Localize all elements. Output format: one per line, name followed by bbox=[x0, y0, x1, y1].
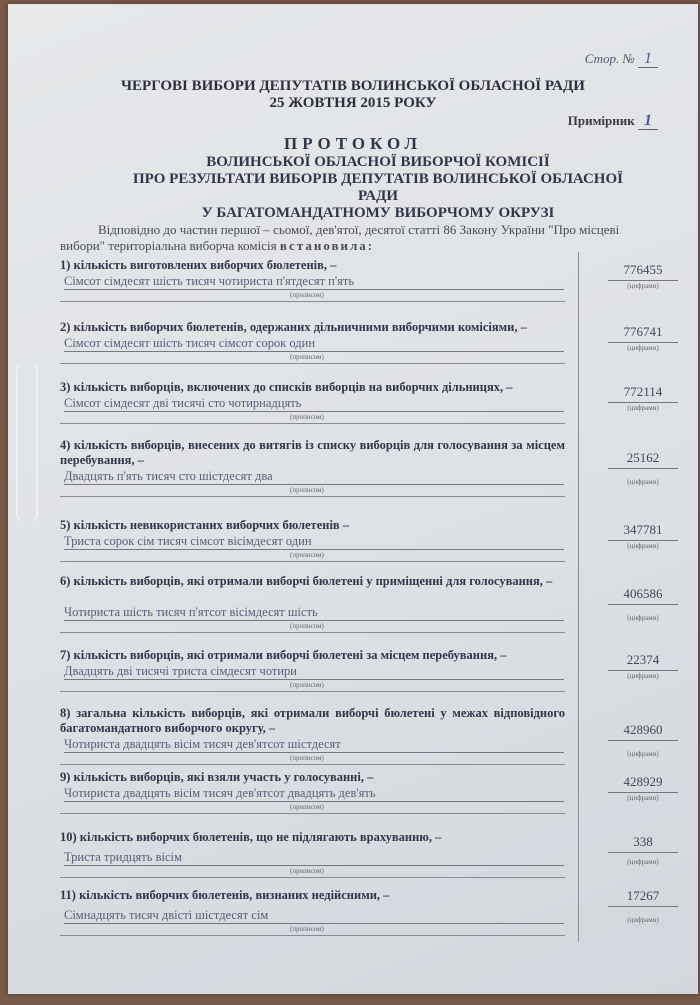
item-question: 1) кількість виготовлених виборчих бюлетенів, – bbox=[60, 258, 337, 272]
protocol-item bbox=[60, 380, 680, 429]
item-value-words: Триста сорок сім тисяч сімсот вісімдесят один bbox=[64, 534, 564, 550]
protocol-item bbox=[60, 830, 680, 883]
item-value-words: Чотириста шість тисяч п'ятсот вісімдесят шість bbox=[64, 605, 564, 621]
digits-caption: (цифрами) bbox=[627, 614, 659, 622]
blank-line bbox=[60, 632, 565, 633]
protocol-item bbox=[60, 770, 680, 819]
blank-line bbox=[60, 877, 565, 878]
digits-caption: (цифрами) bbox=[627, 542, 659, 550]
item-question: 8) загальна кількість виборців, які отримали виборчі бюлетені у межах відповідного багатомандатного виборчого округу, – bbox=[60, 706, 565, 735]
intro-text: Відповідно до частин першої – сьомої, дев'ятої, десятої статті 86 Закону України "Про місцеві вибори" територіальна виборча комісія bbox=[60, 222, 620, 253]
protocol-subtitle-line1: ВОЛИНСЬКОЇ ОБЛАСНОЇ ВИБОРЧОЇ КОМІСІЇ bbox=[206, 154, 550, 170]
digits-caption: (цифрами) bbox=[627, 794, 659, 802]
words-caption: (прописом) bbox=[290, 803, 324, 811]
digits-caption: (цифрами) bbox=[627, 916, 659, 924]
copy-number bbox=[568, 112, 658, 130]
item-value-words: Чотириста двадцять вісім тисяч дев'ятсот двадцять дев'ять bbox=[64, 786, 564, 802]
digits-caption: (цифрами) bbox=[627, 404, 659, 412]
digits-caption: (цифрами) bbox=[627, 750, 659, 758]
item-value-words: Сімсот сімдесят шість тисяч чотириста п'ятдесят п'ять bbox=[64, 274, 564, 290]
words-caption: (прописом) bbox=[290, 622, 324, 630]
words-caption: (прописом) bbox=[290, 754, 324, 762]
item-value-digits: 428929 bbox=[608, 774, 678, 793]
words-caption: (прописом) bbox=[290, 867, 324, 875]
election-title-line1: ЧЕРГОВІ ВИБОРИ ДЕПУТАТІВ ВОЛИНСЬКОЇ ОБЛАСНОЇ РАДИ bbox=[121, 78, 585, 94]
item-question: 9) кількість виборців, які взяли участь у голосуванні, – bbox=[60, 770, 374, 784]
item-value-words: Двадцять дві тисячі триста сімдесят чотири bbox=[64, 664, 564, 680]
digits-caption: (цифрами) bbox=[627, 672, 659, 680]
protocol-subtitle-line2: ПРО РЕЗУЛЬТАТИ ВИБОРІВ ДЕПУТАТІВ ВОЛИНСЬКОЇ ОБЛАСНОЇ РАДИ bbox=[133, 171, 623, 204]
item-question: 11) кількість виборчих бюлетенів, визнаних недійсними, – bbox=[60, 888, 390, 902]
protocol-item bbox=[60, 518, 680, 567]
item-question: 3) кількість виборців, включених до списків виборців на виборчих дільницях, – bbox=[60, 380, 513, 394]
item-question: 5) кількість невикористаних виборчих бюлетенів – bbox=[60, 518, 350, 532]
item-value-digits: 338 bbox=[608, 834, 678, 853]
item-value-digits: 347781 bbox=[608, 522, 678, 541]
protocol-item bbox=[60, 258, 680, 307]
item-value-words: Чотириста двадцять вісім тисяч дев'ятсот шістдесят bbox=[64, 737, 564, 753]
blank-line bbox=[60, 813, 565, 814]
digits-caption: (цифрами) bbox=[627, 478, 659, 486]
digits-caption: (цифрами) bbox=[627, 282, 659, 290]
item-value-digits: 776455 bbox=[608, 262, 678, 281]
page-number bbox=[585, 50, 658, 68]
item-value-words: Сімсот сімдесят дві тисячі сто чотирнадцять bbox=[64, 396, 564, 412]
blank-line bbox=[60, 496, 565, 497]
binding-thread bbox=[16, 362, 38, 522]
blank-line bbox=[60, 691, 565, 692]
words-caption: (прописом) bbox=[290, 681, 324, 689]
item-question: 4) кількість виборців, внесених до витягів із списку виборців для голосування за місцем перебування, – bbox=[60, 438, 565, 467]
item-value-words: Триста тридцять вісім bbox=[64, 850, 564, 866]
election-date: 25 ЖОВТНЯ 2015 РОКУ bbox=[269, 95, 437, 111]
item-value-digits: 776741 bbox=[608, 324, 678, 343]
words-caption: (прописом) bbox=[290, 551, 324, 559]
blank-line bbox=[60, 301, 565, 302]
item-question: 6) кількість виборців, які отримали виборчі бюлетені у приміщенні для голосування, – bbox=[60, 574, 553, 588]
item-value-digits: 17267 bbox=[608, 888, 678, 907]
item-question: 7) кількість виборців, які отримали виборчі бюлетені за місцем перебування, – bbox=[60, 648, 507, 662]
item-value-digits: 428960 bbox=[608, 722, 678, 741]
protocol-item bbox=[60, 888, 680, 941]
item-value-digits: 22374 bbox=[608, 652, 678, 671]
blank-line bbox=[60, 935, 565, 936]
blank-line bbox=[60, 363, 565, 364]
protocol-item bbox=[60, 438, 680, 502]
intro-emphasis: встановила: bbox=[279, 238, 375, 253]
digits-caption: (цифрами) bbox=[627, 858, 659, 866]
page-number-value: 1 bbox=[638, 50, 658, 68]
item-question: 10) кількість виборчих бюлетенів, що не підлягають врахуванню, – bbox=[60, 830, 442, 844]
election-title bbox=[88, 78, 618, 112]
copy-label: Примірник bbox=[567, 113, 635, 128]
blank-line bbox=[60, 423, 565, 424]
protocol-item bbox=[60, 706, 680, 770]
item-value-digits: 25162 bbox=[608, 450, 678, 469]
protocol-item bbox=[60, 320, 680, 369]
page-number-label: Стор. № bbox=[584, 51, 635, 66]
item-question: 2) кількість виборчих бюлетенів, одержаних дільничними виборчими комісіями, – bbox=[60, 320, 527, 334]
words-caption: (прописом) bbox=[290, 353, 324, 361]
digits-caption: (цифрами) bbox=[627, 344, 659, 352]
protocol-item bbox=[60, 648, 680, 697]
intro-paragraph bbox=[60, 222, 662, 254]
words-caption: (прописом) bbox=[290, 486, 324, 494]
item-value-digits: 406586 bbox=[608, 586, 678, 605]
protocol-title: ПРОТОКОЛ bbox=[283, 134, 422, 153]
words-caption: (прописом) bbox=[290, 413, 324, 421]
words-caption: (прописом) bbox=[290, 291, 324, 299]
item-value-words: Двадцять п'ять тисяч сто шістдесят два bbox=[64, 469, 564, 485]
item-value-words: Сімнадцять тисяч двісті шістдесят сім bbox=[64, 908, 564, 924]
copy-value: 1 bbox=[638, 112, 658, 130]
words-caption: (прописом) bbox=[290, 925, 324, 933]
item-value-digits: 772114 bbox=[608, 384, 678, 403]
blank-line bbox=[60, 764, 565, 765]
protocol-page bbox=[8, 4, 698, 994]
item-value-words: Сімсот сімдесят шість тисяч сімсот сорок один bbox=[64, 336, 564, 352]
protocol-subtitle-line3: У БАГАТОМАНДАТНОМУ ВИБОРЧОМУ ОКРУЗІ bbox=[201, 205, 555, 221]
protocol-subtitle bbox=[118, 154, 638, 222]
blank-line bbox=[60, 561, 565, 562]
protocol-item bbox=[60, 574, 680, 638]
